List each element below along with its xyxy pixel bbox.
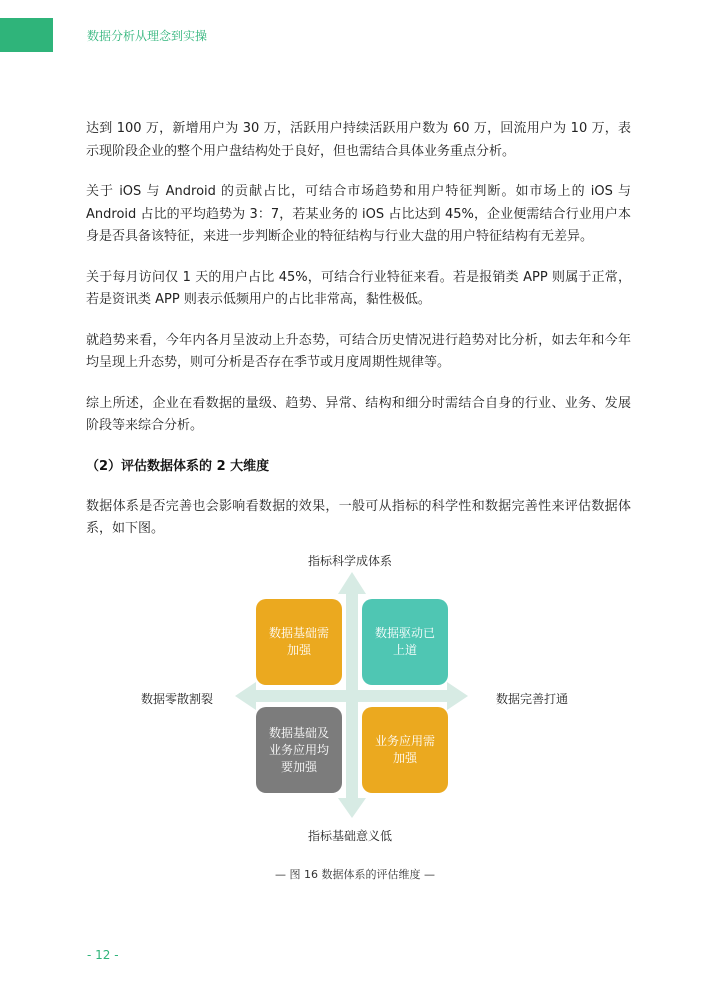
axis-arrow-left xyxy=(235,682,256,710)
quadrant-bottom-left: 数据基础及业务应用均要加强 xyxy=(256,707,342,793)
axis-label-right: 数据完善打通 xyxy=(496,692,569,706)
axis-arrow-down xyxy=(338,798,366,818)
figure-caption: — 图 16 数据体系的评估维度 — xyxy=(275,868,435,881)
axis-arrows xyxy=(0,540,710,840)
axis-label-left: 数据零散割裂 xyxy=(141,692,214,706)
horizontal-axis xyxy=(252,690,452,702)
paragraph: 就趋势来看，今年内各月呈波动上升态势，可结合历史情况进行趋势对比分析，如去年和今年均呈现上升态势，则可分析是否存在季节或月度周期性规律等。 xyxy=(86,332,631,370)
section-paragraph: 数据体系是否完善也会影响看数据的效果，一般可从指标的科学性和数据完善性来评估数据体系，如下图。 xyxy=(86,498,631,536)
page-number: - 12 - xyxy=(87,948,119,962)
paragraph: 综上所述，企业在看数据的量级、趋势、异常、结构和细分时需结合自身的行业、业务、发展阶段等来综合分析。 xyxy=(86,395,631,433)
main-content xyxy=(86,118,631,559)
quadrant-bottom-right: 业务应用需加强 xyxy=(362,707,448,793)
header-accent-bar xyxy=(0,18,53,52)
quadrant-top-left: 数据基础需加强 xyxy=(256,599,342,685)
axis-arrow-up xyxy=(338,572,366,594)
paragraph: 关于每月访问仅 1 天的用户占比 45%，可结合行业特征来看。若是报销类 APP 则属于正常，若是资讯类 APP 则表示低频用户的占比非常高，黏性极低。 xyxy=(86,269,631,307)
header-title: 数据分析从理念到实操 xyxy=(87,29,208,43)
quadrant-top-right: 数据驱动已上道 xyxy=(362,599,448,685)
axis-label-bottom: 指标基础意义低 xyxy=(308,829,393,843)
paragraph: 关于 iOS 与 Android 的贡献占比，可结合市场趋势和用户特征判断。如市场上的 iOS 与 Android 占比的平均趋势为 3：7，若某业务的 iOS 占比达到 45%，企业便需结合行业用户本身是否具备该特征，来进一步判断企业的特征结构与行业大盘的用户特征结构有无差异。 xyxy=(86,184,631,244)
axis-label-top: 指标科学成体系 xyxy=(308,554,393,568)
section-heading: （2）评估数据体系的 2 大维度 xyxy=(86,458,270,474)
quadrant-diagram xyxy=(0,540,710,843)
paragraph: 达到 100 万，新增用户为 30 万，活跃用户持续活跃用户数为 60 万，回流用户为 10 万，表示现阶段企业的整个用户盘结构处于良好，但也需结合具体业务重点分析。 xyxy=(86,121,631,159)
axis-arrow-right xyxy=(447,682,468,710)
